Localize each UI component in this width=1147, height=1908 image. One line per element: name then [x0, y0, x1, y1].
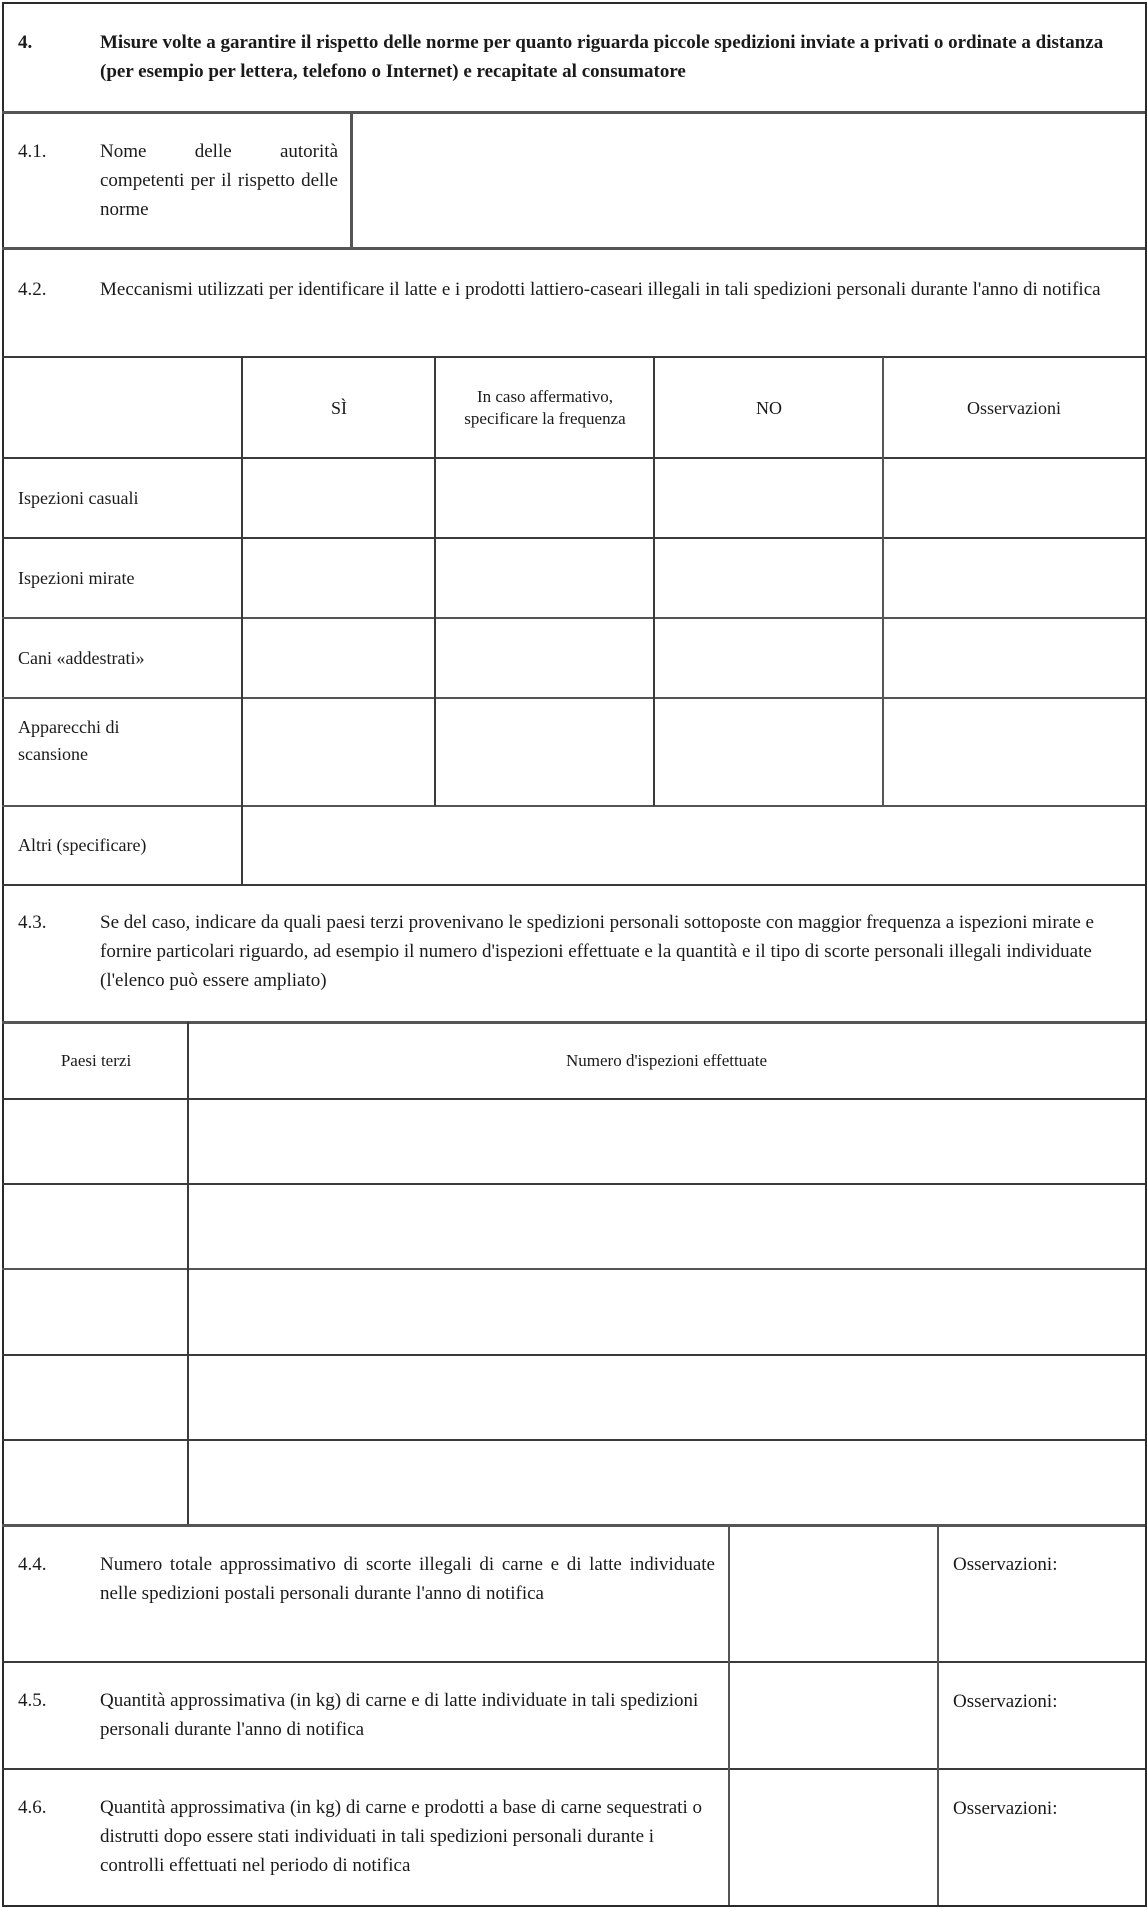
no-input[interactable]: [656, 540, 882, 617]
inspections-input[interactable]: [190, 1271, 1143, 1353]
observations-label: Osservazioni:: [953, 1691, 1058, 1712]
divider: [2, 697, 1145, 699]
field-label: Quantità approssimativa (in kg) di carne e prodotti a base di carne sequestrati o distrutti dopo essere stati individuati in tali spedizioni personali durante i controlli effettuati nel periodo di notifica: [100, 1797, 702, 1876]
row-label: Altri (specificare): [18, 835, 147, 855]
divider: [241, 357, 243, 885]
no-input[interactable]: [656, 700, 882, 805]
divider: [2, 884, 1145, 886]
quantity-kg-input[interactable]: [731, 1664, 937, 1768]
section-number: 4.4.: [18, 1554, 47, 1575]
inspections-input[interactable]: [190, 1185, 1143, 1268]
divider: [2, 537, 1145, 539]
si-input[interactable]: [244, 620, 434, 697]
divider: [2, 1268, 1145, 1270]
header-cell-inspections: Numero d'ispezioni effettuate: [565, 1051, 767, 1070]
observations-input[interactable]: [885, 540, 1143, 617]
row-label: Cani «addestrati»: [18, 648, 145, 668]
frequency-input[interactable]: [437, 620, 653, 697]
total-stocks-input[interactable]: [731, 1527, 937, 1661]
section-number: 4.1.: [18, 141, 47, 162]
divider: [187, 1022, 189, 1525]
frequency-input[interactable]: [437, 540, 653, 617]
header-cell-si: SÌ: [330, 397, 347, 418]
inspections-input[interactable]: [190, 1441, 1143, 1524]
section-number: 4.3.: [18, 912, 47, 933]
section-title: Misure volte a garantire il rispetto delle norme per quanto riguarda piccole spedizioni inviate a privati o ordinate a distanza (per esempio per lettera, telefono o Internet) e recapitate al consumatore: [100, 32, 1104, 82]
no-input[interactable]: [656, 620, 882, 697]
divider: [2, 1661, 1145, 1663]
si-input[interactable]: [244, 460, 434, 537]
inspections-input[interactable]: [190, 1356, 1143, 1438]
divider: [937, 1525, 939, 1905]
row-label: Ispezioni mirate: [18, 568, 135, 588]
observations-label: Osservazioni:: [953, 1798, 1058, 1819]
header-cell-observations: Osservazioni: [967, 397, 1061, 418]
divider: [728, 1525, 730, 1905]
divider: [2, 1524, 1145, 1527]
section-number: 4.5.: [18, 1690, 47, 1711]
observations-label: Osservazioni:: [953, 1554, 1058, 1575]
divider: [2, 1354, 1145, 1356]
field-label: Se del caso, indicare da quali paesi terzi provenivano le spedizioni personali sottoposte con maggior frequenza a ispezioni mirate e fornire particolari riguardo, ad esempio il numero d'ispezioni effettuate e la quantità e il tipo di scorte personali illegali individuate (l'elenco può essere ampliato): [100, 912, 1094, 991]
row-label: Ispezioni casuali: [18, 488, 139, 508]
field-label: Quantità approssimativa (in kg) di carne e di latte individuate in tali spedizioni personali durante l'anno di notifica: [100, 1690, 699, 1740]
divider: [350, 112, 353, 248]
section-number: 4.: [18, 32, 33, 53]
divider: [434, 357, 436, 806]
field-label: Nome delle autorità competenti per il rispetto delle norme: [100, 141, 338, 220]
observations-input[interactable]: [885, 700, 1143, 805]
authorities-input[interactable]: [353, 113, 1143, 247]
section-number: 4.6.: [18, 1797, 47, 1818]
header-cell-frequency: In caso affermativo, specificare la frequenza: [464, 386, 626, 428]
divider: [2, 1183, 1145, 1185]
seized-quantity-input[interactable]: [731, 1771, 937, 1903]
field-label: Numero totale approssimativo di scorte illegali di carne e di latte individuate nelle spedizioni postali personali durante l'anno di notifica: [100, 1554, 715, 1604]
country-input[interactable]: [4, 1441, 188, 1524]
country-input[interactable]: [4, 1100, 188, 1182]
divider: [882, 357, 884, 806]
frequency-input[interactable]: [437, 700, 653, 805]
divider: [2, 457, 1145, 459]
header-cell-blank: [4, 358, 242, 457]
inspections-input[interactable]: [190, 1100, 1143, 1182]
si-input[interactable]: [244, 540, 434, 617]
observations-input[interactable]: [885, 620, 1143, 697]
field-label: Meccanismi utilizzati per identificare il latte e i prodotti lattiero-caseari illegali in tali spedizioni personali durante l'anno di notifica: [100, 279, 1101, 300]
divider: [2, 1439, 1145, 1441]
divider: [2, 805, 1145, 807]
divider: [2, 1098, 1145, 1100]
country-input[interactable]: [4, 1185, 188, 1268]
frequency-input[interactable]: [437, 460, 653, 537]
country-input[interactable]: [4, 1271, 188, 1353]
divider: [2, 617, 1145, 619]
divider: [2, 1768, 1145, 1770]
section-number: 4.2.: [18, 279, 47, 300]
observations-input[interactable]: [885, 460, 1143, 537]
row-label: Apparecchi di scansione: [18, 717, 120, 764]
no-input[interactable]: [656, 460, 882, 537]
si-input[interactable]: [244, 700, 434, 805]
header-cell-no: NO: [756, 397, 782, 418]
header-cell-countries: Paesi terzi: [60, 1051, 132, 1070]
divider: [2, 247, 1145, 250]
divider: [653, 357, 655, 806]
country-input[interactable]: [4, 1356, 188, 1438]
other-specify-input[interactable]: [244, 808, 1143, 884]
